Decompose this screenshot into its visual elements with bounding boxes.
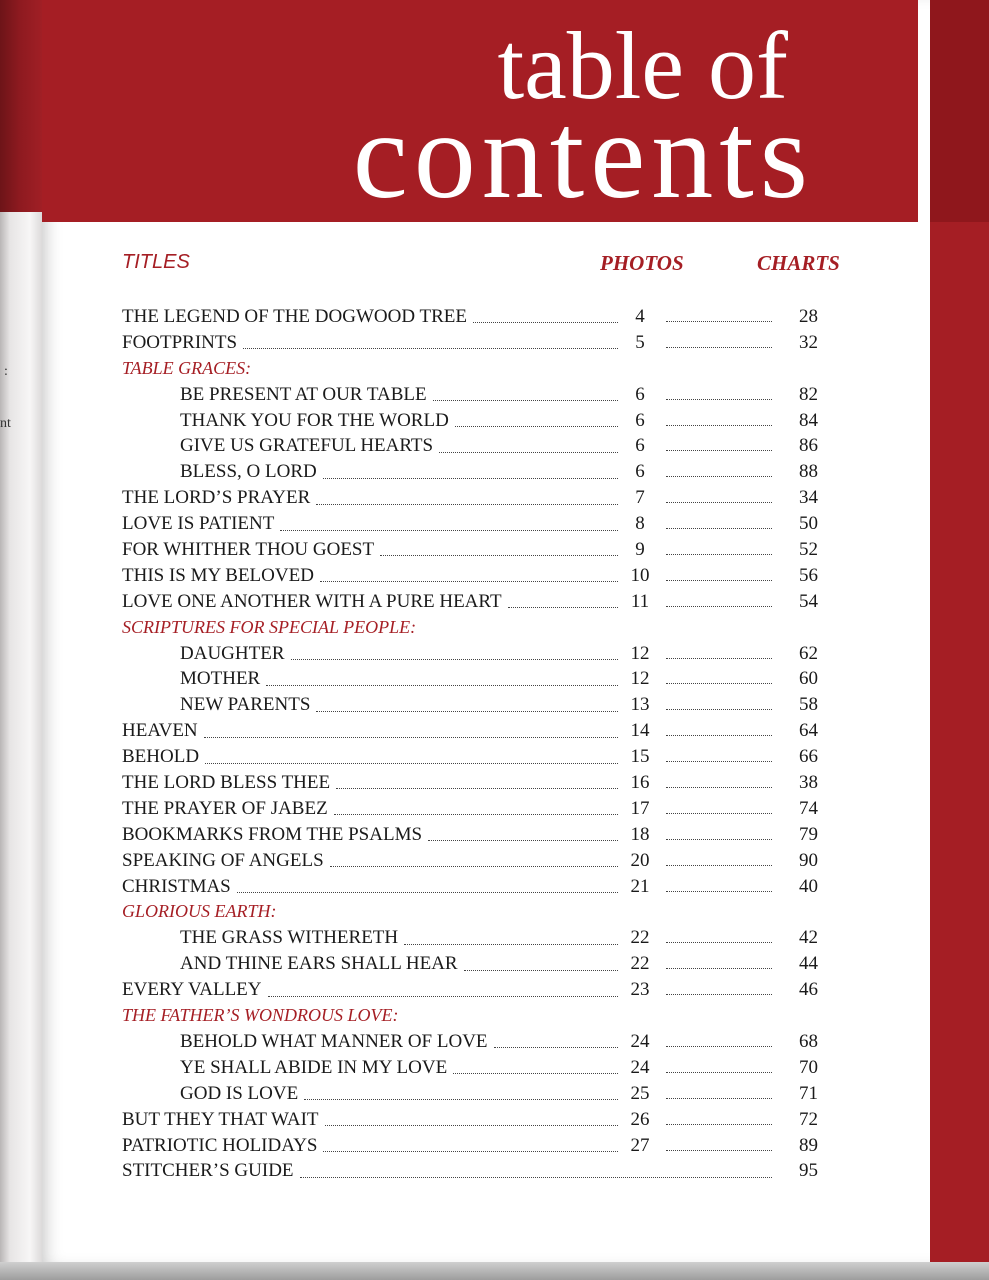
entry-title: BEHOLD [122,744,205,770]
toc-entry [122,537,822,563]
entry-title: DAUGHTER [180,641,291,667]
photos-page-number: 22 [630,953,650,975]
photos-page-number: 9 [635,539,645,561]
charts-page-number: 40 [799,875,818,897]
entry-title: STITCHER’S GUIDE [122,1158,300,1184]
toc-entry [122,692,822,718]
entry-title: NEW PARENTS [180,692,316,718]
photos-page-number: 7 [635,487,645,509]
dot-leader [666,554,772,555]
photos-page-number: 6 [635,383,645,405]
photos-page-number: 24 [630,1056,650,1078]
section-title: GLORIOUS EARTH: [122,899,283,925]
charts-page-number: 62 [799,642,818,664]
entry-title: PATRIOTIC HOLIDAYS [122,1133,323,1159]
toc-entry [122,433,822,459]
toc-entry [122,770,822,796]
photos-page-number: 21 [630,875,650,897]
photos-page-number: 16 [630,772,650,794]
toc-section-heading [122,356,822,382]
entry-title: FOR WHITHER THOU GOEST [122,537,380,563]
toc-entry [122,1081,822,1107]
entry-title: THANK YOU FOR THE WORLD [180,408,455,434]
dot-leader [666,709,772,710]
entry-title: GIVE US GRATEFUL HEARTS [180,433,439,459]
section-title: TABLE GRACES: [122,356,257,382]
charts-page-number: 71 [799,1082,818,1104]
charts-page-number: 56 [799,564,818,586]
charts-page-number: 89 [799,1134,818,1156]
charts-page-number: 88 [799,461,818,483]
entry-title: BE PRESENT AT OUR TABLE [180,382,433,408]
charts-page-number: 66 [799,746,818,768]
photos-page-number: 24 [630,1030,650,1052]
section-title: SCRIPTURES FOR SPECIAL PEOPLE: [122,615,422,641]
dot-leader [666,735,772,736]
photos-page-number: 13 [630,694,650,716]
entry-title: BUT THEY THAT WAIT [122,1107,325,1133]
charts-page-number: 64 [799,720,818,742]
dot-leader [404,944,618,945]
photos-page-number: 14 [630,720,650,742]
photos-page-number: 6 [635,435,645,457]
photos-page-number: 27 [630,1134,650,1156]
photos-page-number: 25 [630,1082,650,1104]
dot-leader [204,737,618,738]
dot-leader [666,1124,772,1125]
charts-page-number: 38 [799,772,818,794]
dot-leader [666,658,772,659]
entry-title: BOOKMARKS FROM THE PSALMS [122,822,428,848]
charts-page-number: 28 [799,306,818,327]
dot-leader [666,839,772,840]
toc-entry [122,1158,822,1184]
dot-leader [336,788,618,789]
dot-leader [291,659,619,660]
toc-entry [122,511,822,537]
photos-page-number: 20 [630,849,650,871]
dot-leader [334,814,618,815]
toc-entry [122,977,822,1003]
charts-page-number: 50 [799,513,818,535]
dot-leader [237,892,618,893]
photos-page-number: 12 [630,642,650,664]
dot-leader [666,476,772,477]
column-header-titles: TITLES [122,251,190,273]
photos-page-number: 23 [630,979,650,1001]
dot-leader [666,347,772,348]
dot-leader [243,348,618,349]
dot-leader [316,711,618,712]
column-header-charts: CHARTS [757,251,840,275]
dot-leader [325,1125,618,1126]
entry-title: SPEAKING OF ANGELS [122,848,330,874]
dot-leader [268,996,618,997]
section-title: THE FATHER’S WONDROUS LOVE: [122,1003,405,1029]
dot-leader [300,1177,772,1178]
photos-page-number: 8 [635,513,645,535]
dot-leader [205,763,618,764]
toc-entry [122,304,822,330]
header-band [42,0,918,222]
document-page [42,0,989,1262]
toc-entry [122,1055,822,1081]
dot-leader [280,530,618,531]
charts-page-number: 70 [799,1056,818,1078]
dot-leader [320,581,618,582]
dot-leader [666,787,772,788]
toc-section-heading [122,1003,822,1029]
charts-page-number: 90 [799,849,818,871]
entry-title: HEAVEN [122,718,204,744]
photos-page-number: 5 [635,331,645,353]
charts-page-number: 86 [799,435,818,457]
toc-entry [122,848,822,874]
dot-leader [330,866,618,867]
dot-leader [666,865,772,866]
toc-section-heading [122,615,822,641]
table-of-contents-list [122,304,822,1184]
charts-page-number: 44 [799,953,818,975]
entry-title: EVERY VALLEY [122,977,268,1003]
dot-leader [666,580,772,581]
photos-page-number: 18 [630,823,650,845]
toc-entry [122,589,822,615]
photos-page-number: 22 [630,927,650,949]
toc-section-heading [122,899,822,925]
entry-title: THE LORD’S PRAYER [122,485,316,511]
toc-entry [122,874,822,900]
dot-leader [666,891,772,892]
charts-page-number: 68 [799,1030,818,1052]
dot-leader [323,1151,618,1152]
photos-page-number: 6 [635,461,645,483]
charts-page-number: 54 [799,590,818,612]
entry-title: GOD IS LOVE [180,1081,304,1107]
entry-title: BEHOLD WHAT MANNER OF LOVE [180,1029,494,1055]
dot-leader [666,425,772,426]
charts-page-number: 42 [799,927,818,949]
dot-leader [266,685,618,686]
dot-leader [666,683,772,684]
right-red-band-top [930,0,989,222]
charts-page-number: 60 [799,668,818,690]
page-title-line-2: contents [352,87,814,224]
photos-page-number: 12 [630,668,650,690]
toc-entry [122,1029,822,1055]
toc-entry [122,744,822,770]
dot-leader [323,478,618,479]
charts-page-number: 79 [799,823,818,845]
dot-leader [428,840,618,841]
photos-page-number: 17 [630,797,650,819]
dot-leader [494,1047,618,1048]
dot-leader [666,1150,772,1151]
entry-title: FOOTPRINTS [122,330,243,356]
entry-title: AND THINE EARS SHALL HEAR [180,951,464,977]
toc-entry [122,1107,822,1133]
dot-leader [666,606,772,607]
toc-entry [122,330,822,356]
toc-entry [122,822,822,848]
entry-title: LOVE IS PATIENT [122,511,280,537]
dot-leader [666,994,772,995]
dot-leader [666,968,772,969]
toc-entry [122,641,822,667]
dot-leader [304,1099,618,1100]
charts-page-number: 32 [799,331,818,353]
photos-page-number: 10 [630,564,650,586]
gutter-mark-1: : [4,364,8,379]
dot-leader [433,400,618,401]
entry-title: THE LEGEND OF THE DOGWOOD TREE [122,304,473,330]
dot-leader [464,970,618,971]
photos-page-number: 15 [630,746,650,768]
charts-page-number: 84 [799,409,818,431]
dot-leader [508,607,618,608]
dot-leader [666,399,772,400]
column-header-photos: PHOTOS [600,251,684,275]
gutter-mark-2: nt [0,416,11,431]
entry-title: YE SHALL ABIDE IN MY LOVE [180,1055,453,1081]
toc-entry [122,666,822,692]
charts-page-number: 72 [799,1108,818,1130]
entry-title: THE GRASS WITHERETH [180,925,404,951]
toc-entry [122,796,822,822]
entry-title: MOTHER [180,666,266,692]
dot-leader [666,528,772,529]
entry-title: BLESS, O LORD [180,459,323,485]
entry-title: THE LORD BLESS THEE [122,770,336,796]
charts-page-number: 46 [799,979,818,1001]
dot-leader [455,426,618,427]
toc-entry [122,951,822,977]
page-bottom-edge [0,1262,989,1280]
toc-entry [122,382,822,408]
toc-entry [122,718,822,744]
photos-page-number: 11 [630,590,650,612]
dot-leader [439,452,618,453]
dot-leader [380,555,618,556]
charts-page-number: 58 [799,694,818,716]
dot-leader [666,1072,772,1073]
photos-page-number: 26 [630,1108,650,1130]
dot-leader [666,813,772,814]
charts-page-number: 82 [799,383,818,405]
dot-leader [666,1098,772,1099]
charts-page-number: 95 [799,1160,818,1182]
dot-leader [473,322,618,323]
toc-entry [122,459,822,485]
charts-page-number: 52 [799,539,818,561]
toc-entry [122,485,822,511]
dot-leader [316,504,618,505]
toc-entry [122,563,822,589]
toc-entry [122,1133,822,1159]
dot-leader [666,761,772,762]
toc-entry [122,408,822,434]
previous-page-red-band [0,0,42,212]
dot-leader [666,502,772,503]
entry-title: CHRISTMAS [122,874,237,900]
photos-page-number: 6 [635,409,645,431]
dot-leader [453,1073,618,1074]
charts-page-number: 74 [799,797,818,819]
entry-title: THIS IS MY BELOVED [122,563,320,589]
entry-title: THE PRAYER OF JABEZ [122,796,334,822]
entry-title: LOVE ONE ANOTHER WITH A PURE HEART [122,589,508,615]
dot-leader [666,1046,772,1047]
charts-page-number: 34 [799,487,818,509]
dot-leader [666,450,772,451]
page-title-line-1: table of [497,12,788,119]
dot-leader [666,321,772,322]
toc-entry [122,925,822,951]
photos-page-number: 4 [635,306,645,327]
dot-leader [666,942,772,943]
